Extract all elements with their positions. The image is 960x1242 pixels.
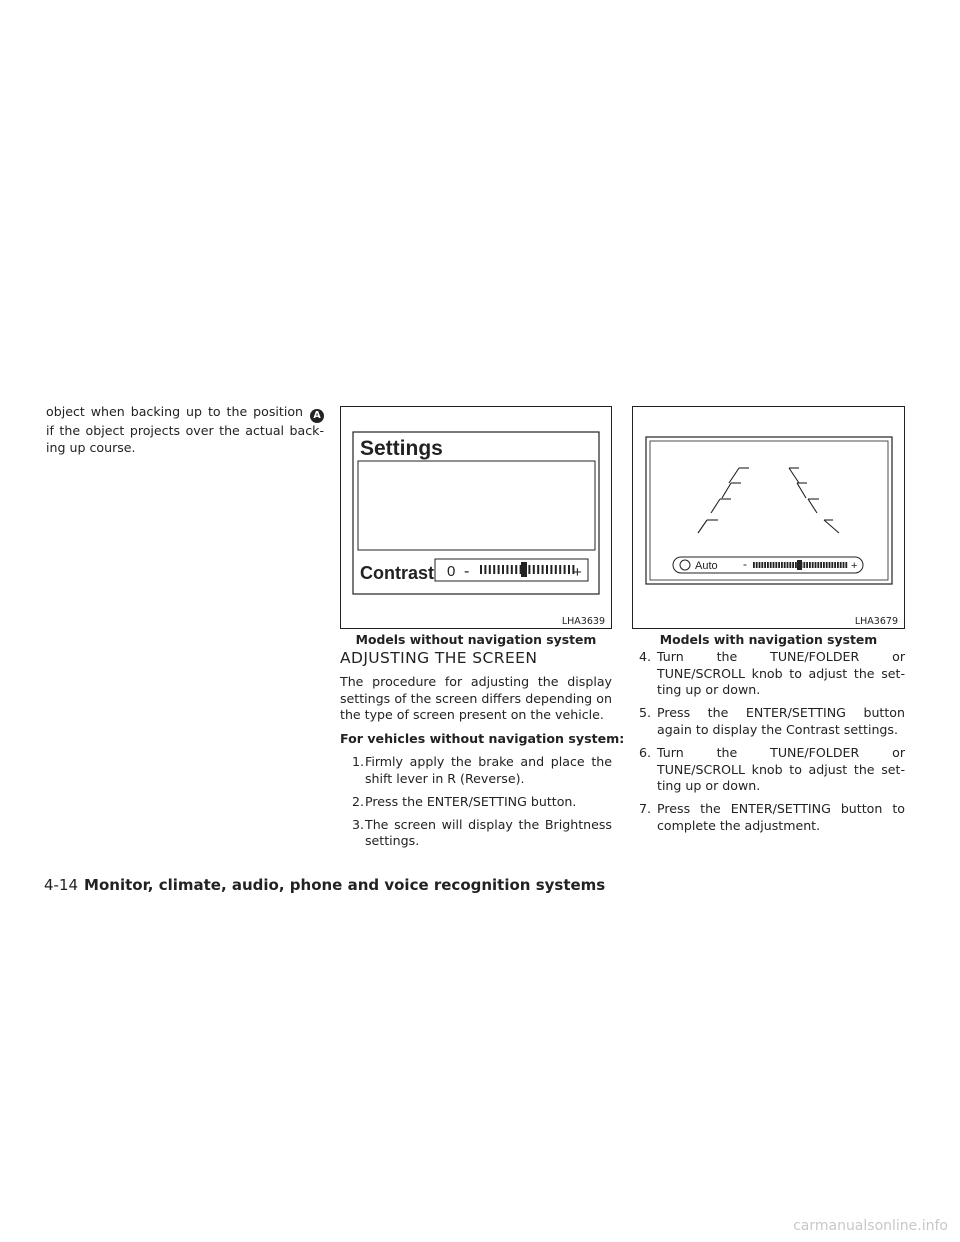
slider-tick (559, 565, 561, 574)
step-text-line: Turn the TUNE/FOLDER or (657, 649, 905, 664)
step-number: 4. (639, 649, 652, 664)
step-number: 1. (352, 754, 365, 769)
bar-tick (792, 562, 794, 568)
bar-tick (817, 562, 819, 568)
bar-tick (809, 562, 811, 568)
step-text-line: again to display the Contrast settings. (657, 721, 898, 737)
contrast-minus: - (464, 563, 470, 580)
slider-tick (537, 565, 539, 574)
bar-tick (775, 562, 777, 568)
bar-tick (815, 562, 817, 568)
figure-caption: Models without navigation system (355, 632, 597, 647)
bar-tick (826, 562, 828, 568)
auto-label: Auto (695, 560, 718, 572)
paragraph-line: The procedure for adjusting the display (340, 674, 612, 689)
bar-tick (843, 562, 845, 568)
step-text-line: shift lever in R (Reverse). (365, 770, 525, 786)
bar-tick (773, 562, 775, 568)
figure-code: LHA3639 (561, 616, 605, 627)
step-text-line: TUNE/SCROLL knob to adjust the set- (657, 761, 905, 777)
slider-tick (528, 565, 530, 574)
paragraph-line: settings of the screen differs depending on (340, 690, 612, 706)
bar-tick (778, 562, 780, 568)
step-number: 5. (639, 705, 652, 721)
section-heading: ADJUSTING THE SCREEN (340, 649, 538, 667)
bar-tick (837, 562, 839, 568)
intro-line-1: object when backing up to the position A (46, 404, 324, 423)
step-number: 7. (639, 801, 652, 817)
slider-tick (480, 565, 482, 574)
bar-tick (803, 562, 805, 568)
contrast-label: Contrast (360, 563, 435, 583)
step-text-line: Press the ENTER/SETTING button (657, 705, 905, 721)
bar-tick (823, 562, 825, 568)
bar-tick (789, 562, 791, 568)
step-text-line: ting up or down. (657, 778, 761, 794)
step-text-line: complete the adjustment. (657, 817, 821, 833)
slider-tick (493, 565, 495, 574)
footer-title: Monitor, climate, audio, phone and voice recognition systems (84, 876, 606, 894)
bar-tick (761, 562, 763, 568)
slider-tick (484, 565, 486, 574)
figure-caption: Models with navigation system (659, 632, 878, 647)
bar-tick (784, 562, 786, 568)
intro-paragraph (340, 674, 612, 724)
contrast-slider-thumb (521, 562, 527, 577)
bar-tick (753, 562, 755, 568)
slider-tick (555, 565, 557, 574)
step-text-line: TUNE/SCROLL knob to adjust the set- (657, 665, 905, 681)
bar-tick (756, 562, 758, 568)
settings-title: Settings (360, 437, 443, 460)
watermark: carmanualsonline.info (793, 1218, 948, 1234)
slider-tick (542, 565, 544, 574)
step-text-line: The screen will display the Brightness (365, 816, 612, 832)
step-text-line: ting up or down. (657, 682, 761, 698)
slider-tick (515, 565, 517, 574)
figure-settings-screen (340, 406, 612, 629)
slider-tick (502, 565, 504, 574)
bar-tick (829, 562, 831, 568)
bar-tick (759, 562, 761, 568)
figure-camera-screen (632, 406, 905, 629)
guide-lines-icon (698, 468, 839, 533)
bar-tick (767, 562, 769, 568)
auto-dimmer-icon (680, 560, 690, 570)
step-number: 6. (639, 745, 652, 760)
step-text-line: settings. (365, 833, 420, 849)
slider-tick (498, 565, 500, 574)
camera-screen-illustration (633, 407, 904, 628)
marker-a-icon: A (310, 409, 324, 423)
step-text-line: Turn the TUNE/FOLDER or (657, 745, 905, 760)
bar-tick (840, 562, 842, 568)
slider-tick (489, 565, 491, 574)
step-text-line: Press the ENTER/SETTING button. (365, 793, 577, 809)
slider-tick (546, 565, 548, 574)
step-number: 3. (352, 816, 365, 832)
step-text-line: Firmly apply the brake and place the (365, 754, 612, 769)
bar-tick (834, 562, 836, 568)
slider-tick (568, 565, 570, 574)
brightness-plus: + (851, 560, 858, 572)
slider-tick (564, 565, 566, 574)
slider-tick (550, 565, 552, 574)
page-footer (44, 876, 605, 894)
intro-line-2: if the object projects over the actual back- (46, 423, 324, 439)
step-text-line: Press the ENTER/SETTING button to (657, 801, 905, 817)
contrast-value: 0 (447, 563, 456, 580)
step-number: 2. (352, 793, 365, 809)
settings-screen-illustration (341, 407, 611, 628)
bar-tick (812, 562, 814, 568)
bar-tick (820, 562, 822, 568)
bar-tick (845, 562, 847, 568)
bar-tick (795, 562, 797, 568)
slider-tick (511, 565, 513, 574)
bar-tick (770, 562, 772, 568)
intro-text (46, 404, 324, 456)
bar-tick (787, 562, 789, 568)
brightness-minus: - (743, 557, 747, 571)
bar-tick (831, 562, 833, 568)
page-number: 4-14 (44, 876, 79, 894)
intro-line-3: ing up course. (46, 439, 136, 455)
figure-code: LHA3679 (854, 616, 898, 627)
slider-tick (506, 565, 508, 574)
bar-tick (806, 562, 808, 568)
bar-tick (781, 562, 783, 568)
contrast-plus: + (573, 564, 582, 581)
subheading: For vehicles without navigation system: (340, 731, 625, 746)
paragraph-line: the type of screen present on the vehicle. (340, 707, 604, 723)
contrast-slider-ticks (480, 565, 574, 574)
brightness-bar-thumb (797, 560, 802, 570)
slider-tick (533, 565, 535, 574)
bar-tick (764, 562, 766, 568)
